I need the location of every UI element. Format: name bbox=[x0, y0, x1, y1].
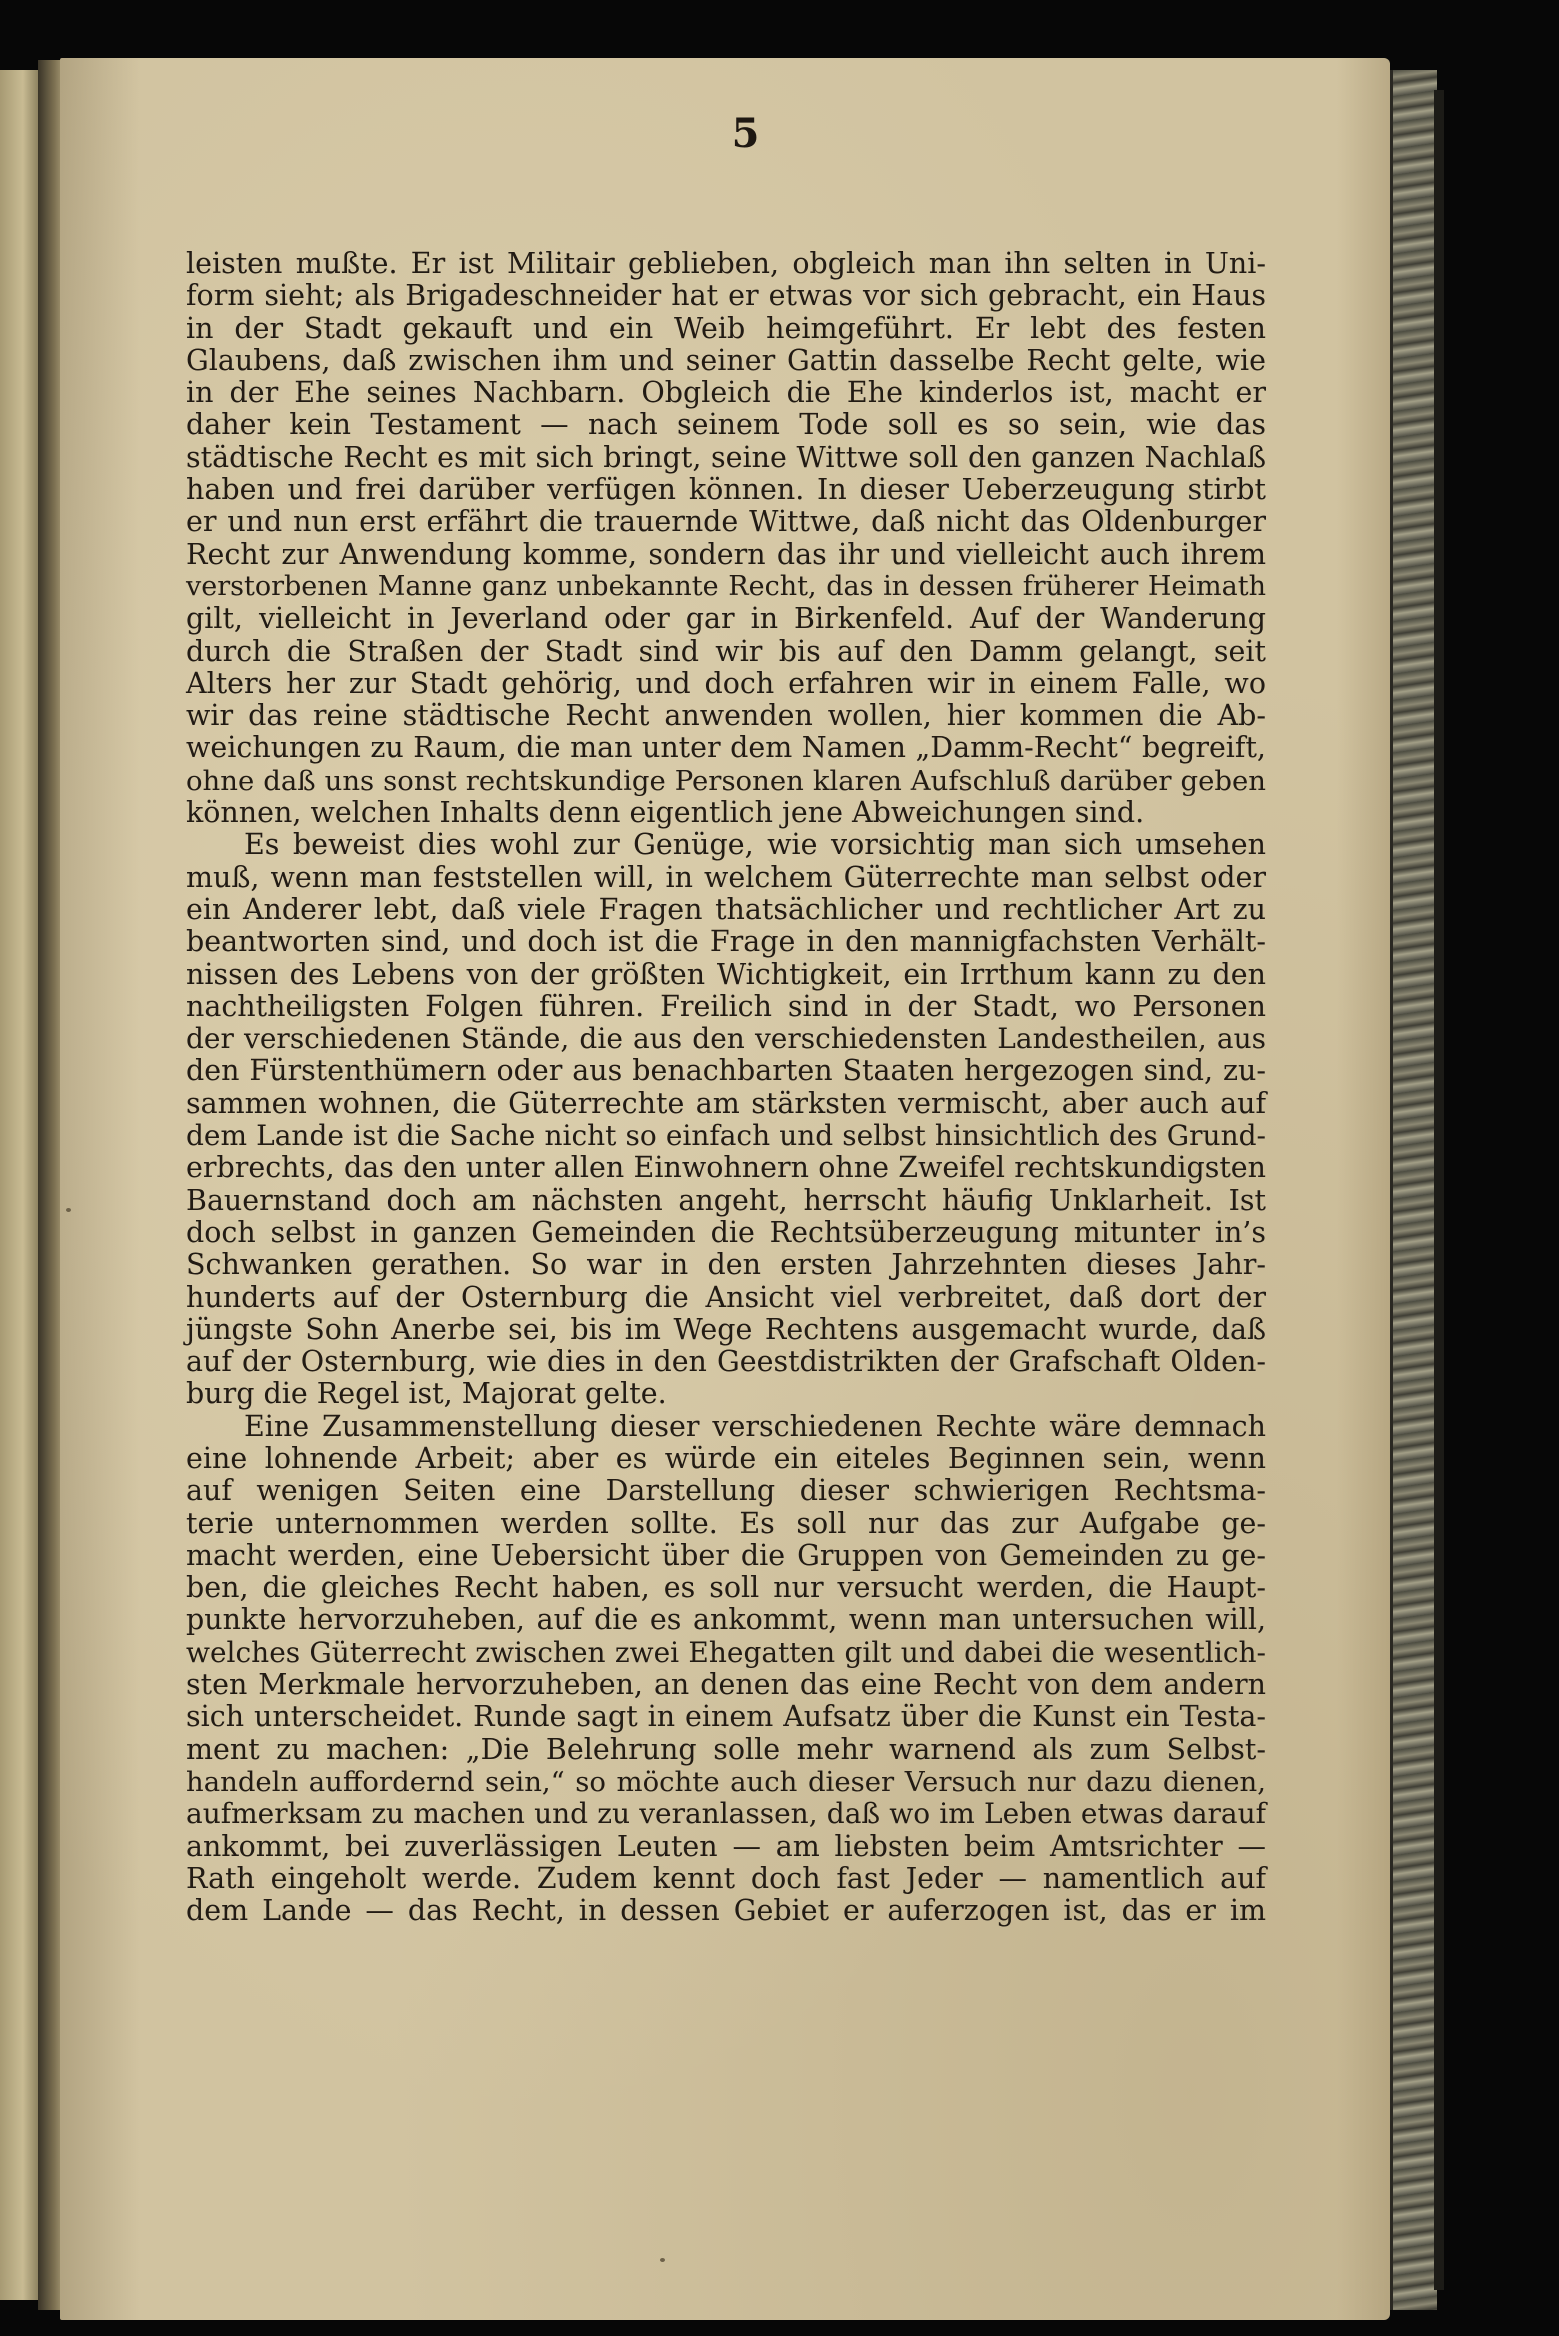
text-line: handeln auffordernd sein,“ so möchte auch dieser Versuch nur dazu dienen, bbox=[186, 1765, 1266, 1798]
text-line: Alters her zur Stadt gehörig, und doch erfahren wir in einem Falle, wo bbox=[186, 666, 1266, 700]
text-line: jüngste Sohn Anerbe sei, bis im Wege Rechtens ausgemacht wurde, daß bbox=[186, 1312, 1266, 1346]
text-line: hunderts auf der Osternburg die Ansicht viel verbreitet, daß dort der bbox=[186, 1280, 1266, 1314]
text-line: den Fürstenthümern oder aus benachbarten Staaten hergezogen sind, zu- bbox=[186, 1054, 1266, 1088]
text-line: dem Lande ist die Sache nicht so einfach und selbst hinsichtlich des Grund- bbox=[186, 1119, 1266, 1153]
body-text bbox=[186, 248, 1266, 1927]
text-line: auf wenigen Seiten eine Darstellung dieser schwierigen Rechtsma- bbox=[186, 1474, 1266, 1508]
text-line: auf der Osternburg, wie dies in den Geestdistrikten der Grafschaft Olden- bbox=[186, 1345, 1266, 1379]
text-line: form sieht; als Brigadeschneider hat er etwas vor sich gebracht, ein Haus bbox=[186, 279, 1266, 313]
text-line: leisten mußte. Er ist Militair geblieben, obgleich man ihn selten in Uni- bbox=[186, 247, 1266, 280]
text-line: ohne daß uns sonst rechtskundige Personen klaren Aufschluß darüber geben bbox=[186, 764, 1266, 797]
text-line: aufmerksam zu machen und zu veranlassen, daß wo im Leben etwas darauf bbox=[186, 1797, 1266, 1831]
text-line: haben und frei darüber verfügen können. In dieser Ueberzeugung stirbt bbox=[186, 473, 1266, 507]
text-line: macht werden, eine Uebersicht über die Gruppen von Gemeinden zu ge- bbox=[186, 1538, 1266, 1572]
text-line: nissen des Lebens von der größten Wichtigkeit, ein Irrthum kann zu den bbox=[186, 957, 1266, 991]
text-line: nachtheiligsten Folgen führen. Freilich sind in der Stadt, wo Personen bbox=[186, 989, 1266, 1023]
text-line: dem Lande — das Recht, in dessen Gebiet er auferzogen ist, das er im bbox=[186, 1894, 1266, 1928]
previous-page-edge bbox=[0, 70, 38, 2300]
text-line: ment zu machen: „Die Belehrung solle mehr warnend als zum Selbst- bbox=[186, 1732, 1266, 1766]
text-line: sten Merkmale hervorzuheben, an denen das eine Recht von dem andern bbox=[186, 1668, 1266, 1702]
text-line: verstorbenen Manne ganz unbekannte Recht, das in dessen früherer Heimath bbox=[186, 570, 1266, 602]
text-line: der verschiedenen Stände, die aus den verschiedensten Landestheilen, aus bbox=[186, 1022, 1266, 1056]
text-line: Bauernstand doch am nächsten angeht, herrscht häufig Unklarheit. Ist bbox=[186, 1183, 1266, 1217]
text-line: Schwanken gerathen. So war in den ersten Jahrzehnten dieses Jahr- bbox=[186, 1248, 1266, 1282]
text-line: er und nun erst erfährt die trauernde Wittwe, daß nicht das Oldenburger bbox=[186, 505, 1266, 539]
text-line: doch selbst in ganzen Gemeinden die Rechtsüberzeugung mitunter in’s bbox=[186, 1215, 1266, 1249]
text-line: sich unterscheidet. Runde sagt in einem Aufsatz über die Kunst ein Testa- bbox=[186, 1700, 1266, 1734]
text-line: in der Ehe seines Nachbarn. Obgleich die Ehe kinderlos ist, macht er bbox=[186, 376, 1266, 410]
marbled-page-edge bbox=[1390, 70, 1437, 2310]
text-line: burg die Regel ist, Majorat gelte. bbox=[186, 1377, 667, 1411]
text-line: Es beweist dies wohl zur Genüge, wie vorsichtig man sich umsehen bbox=[244, 828, 1266, 862]
text-line: können, welchen Inhalts denn eigentlich jene Abweichungen sind. bbox=[186, 796, 1145, 830]
text-line: ankommt, bei zuverlässigen Leuten — am liebsten beim Amtsrichter — bbox=[186, 1829, 1266, 1863]
paper-speck bbox=[66, 1208, 71, 1212]
text-line: sammen wohnen, die Güterrechte am stärksten vermischt, aber auch auf bbox=[186, 1086, 1266, 1120]
text-line: erbrechts, das den unter allen Einwohnern ohne Zweifel rechtskundigsten bbox=[186, 1151, 1266, 1185]
text-line: muß, wenn man feststellen will, in welchem Güterrechte man selbst oder bbox=[186, 860, 1266, 894]
paper-speck bbox=[660, 2258, 665, 2262]
text-line: durch die Straßen der Stadt sind wir bis auf den Damm gelangt, seit bbox=[186, 634, 1266, 668]
text-line: Recht zur Anwendung komme, sondern das ihr und vielleicht auch ihrem bbox=[186, 537, 1266, 571]
text-line: eine lohnende Arbeit; aber es würde ein eiteles Beginnen sein, wenn bbox=[186, 1441, 1266, 1475]
text-line: Rath eingeholt werde. Zudem kennt doch fast Jeder — namentlich auf bbox=[186, 1861, 1266, 1895]
cover-edge bbox=[1434, 90, 1444, 2290]
text-line: gilt, vielleicht in Jeverland oder gar in Birkenfeld. Auf der Wanderung bbox=[186, 602, 1266, 636]
text-line: wir das reine städtische Recht anwenden wollen, hier kommen die Ab- bbox=[186, 699, 1266, 733]
text-line: weichungen zu Raum, die man unter dem Namen „Damm-Recht“ begreift, bbox=[186, 731, 1266, 765]
text-line: Eine Zusammenstellung dieser verschiedenen Rechte wäre demnach bbox=[244, 1409, 1266, 1443]
text-line: daher kein Testament — nach seinem Tode soll es so sein, wie das bbox=[186, 408, 1266, 442]
text-line: städtische Recht es mit sich bringt, seine Wittwe soll den ganzen Nachlaß bbox=[186, 440, 1266, 474]
text-line: in der Stadt gekauft und ein Weib heimgeführt. Er lebt des festen bbox=[186, 311, 1266, 345]
text-line: punkte hervorzuheben, auf die es ankommt, wenn man untersuchen will, bbox=[186, 1603, 1266, 1637]
text-line: terie unternommen werden sollte. Es soll nur das zur Aufgabe ge- bbox=[186, 1506, 1266, 1540]
text-line: beantworten sind, und doch ist die Frage in den mannigfachsten Verhält- bbox=[186, 925, 1266, 959]
text-line: welches Güterrecht zwischen zwei Ehegatten gilt und dabei die wesentlich- bbox=[186, 1635, 1266, 1669]
text-line: ben, die gleiches Recht haben, es soll nur versucht werden, die Haupt- bbox=[186, 1571, 1266, 1605]
text-line: ein Anderer lebt, daß viele Fragen thatsächlicher und rechtlicher Art zu bbox=[186, 892, 1266, 926]
text-line: Glaubens, daß zwischen ihm und seiner Gattin dasselbe Recht gelte, wie bbox=[186, 343, 1266, 377]
page-number: 5 bbox=[731, 110, 760, 157]
